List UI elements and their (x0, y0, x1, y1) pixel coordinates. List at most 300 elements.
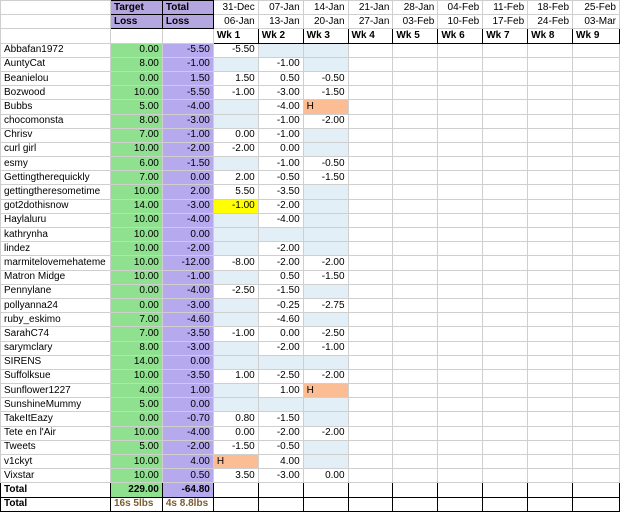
week-7-cell[interactable] (483, 327, 528, 341)
week-5-cell[interactable] (393, 355, 438, 369)
week-6-cell[interactable] (438, 114, 483, 128)
week-7-cell[interactable] (483, 284, 528, 298)
week-6-cell[interactable] (438, 157, 483, 171)
week-9-cell[interactable] (573, 341, 620, 355)
week-8-cell[interactable] (528, 327, 573, 341)
week-9-cell[interactable] (573, 43, 620, 57)
total-loss-cell[interactable]: -5.50 (162, 86, 213, 100)
week-5-cell[interactable] (393, 43, 438, 57)
member-name-cell[interactable]: Tweets (1, 440, 111, 454)
week-6-cell[interactable] (438, 298, 483, 312)
week-5-cell[interactable] (393, 100, 438, 114)
week-2-cell[interactable]: -3.50 (258, 185, 303, 199)
week-5-cell[interactable] (393, 270, 438, 284)
week-1-cell[interactable]: 1.00 (213, 369, 258, 383)
week-6-cell[interactable] (438, 440, 483, 454)
total-loss-cell[interactable]: -5.50 (162, 43, 213, 57)
week-1-cell[interactable]: 0.80 (213, 412, 258, 426)
week-8-cell[interactable] (528, 43, 573, 57)
week-1-cell[interactable]: -8.00 (213, 256, 258, 270)
week-7-cell[interactable] (483, 412, 528, 426)
week-5-cell[interactable] (393, 185, 438, 199)
week-7-cell[interactable] (483, 228, 528, 242)
week-9-cell[interactable] (573, 256, 620, 270)
week-1-cell[interactable]: 0.00 (213, 426, 258, 440)
week-7-cell[interactable] (483, 369, 528, 383)
total-loss-cell[interactable]: -4.00 (162, 426, 213, 440)
week-1-cell[interactable] (213, 228, 258, 242)
week-5-cell[interactable] (393, 412, 438, 426)
week-7-cell[interactable] (483, 242, 528, 256)
week-8-cell[interactable] (528, 114, 573, 128)
week-6-cell[interactable] (438, 313, 483, 327)
week-4-cell[interactable] (348, 142, 393, 156)
week-4-cell[interactable] (348, 426, 393, 440)
week-2-cell[interactable]: -1.00 (258, 57, 303, 71)
week-3-cell[interactable] (303, 228, 348, 242)
week-8-cell[interactable] (528, 341, 573, 355)
week-9-cell[interactable] (573, 157, 620, 171)
member-name-cell[interactable]: kathrynha (1, 228, 111, 242)
week-8-cell[interactable] (528, 270, 573, 284)
total-loss-cell[interactable]: 0.00 (162, 398, 213, 412)
week-2-cell[interactable]: -2.00 (258, 426, 303, 440)
week-1-cell[interactable]: 0.00 (213, 128, 258, 142)
member-name-cell[interactable]: Bubbs (1, 100, 111, 114)
week-2-cell[interactable]: -2.00 (258, 341, 303, 355)
week-6-cell[interactable] (438, 412, 483, 426)
week-7-cell[interactable] (483, 298, 528, 312)
week-3-cell[interactable] (303, 43, 348, 57)
week-6-cell[interactable] (438, 398, 483, 412)
member-name-cell[interactable]: Beanielou (1, 71, 111, 85)
week-5-cell[interactable] (393, 384, 438, 398)
total-loss-cell[interactable]: -3.00 (162, 298, 213, 312)
week-2-cell[interactable] (258, 398, 303, 412)
week-9-cell[interactable] (573, 327, 620, 341)
week-3-cell[interactable]: 0.00 (303, 469, 348, 483)
week-4-cell[interactable] (348, 256, 393, 270)
week-1-cell[interactable] (213, 57, 258, 71)
week-5-cell[interactable] (393, 313, 438, 327)
week-2-cell[interactable]: -2.00 (258, 199, 303, 213)
target-loss-cell[interactable]: 7.00 (110, 327, 162, 341)
week-2-cell[interactable]: 0.00 (258, 327, 303, 341)
week-3-cell[interactable]: -1.50 (303, 86, 348, 100)
week-9-cell[interactable] (573, 455, 620, 469)
total-loss-cell[interactable]: -1.00 (162, 128, 213, 142)
week-5-cell[interactable] (393, 469, 438, 483)
target-loss-cell[interactable]: 8.00 (110, 114, 162, 128)
week-1-cell[interactable]: -1.00 (213, 199, 258, 213)
week-8-cell[interactable] (528, 455, 573, 469)
week-4-cell[interactable] (348, 171, 393, 185)
week-6-cell[interactable] (438, 100, 483, 114)
week-7-cell[interactable] (483, 199, 528, 213)
total-loss-cell[interactable]: -0.70 (162, 412, 213, 426)
week-7-cell[interactable] (483, 469, 528, 483)
week-8-cell[interactable] (528, 398, 573, 412)
week-1-cell[interactable]: 3.50 (213, 469, 258, 483)
week-6-cell[interactable] (438, 426, 483, 440)
week-3-cell[interactable] (303, 398, 348, 412)
week-8-cell[interactable] (528, 242, 573, 256)
week-4-cell[interactable] (348, 43, 393, 57)
week-4-cell[interactable] (348, 284, 393, 298)
week-8-cell[interactable] (528, 426, 573, 440)
week-1-cell[interactable] (213, 242, 258, 256)
member-name-cell[interactable]: ruby_eskimo (1, 313, 111, 327)
total-loss-cell[interactable]: 0.00 (162, 355, 213, 369)
target-loss-cell[interactable]: 5.00 (110, 100, 162, 114)
member-name-cell[interactable]: chocomonsta (1, 114, 111, 128)
week-7-cell[interactable] (483, 270, 528, 284)
week-8-cell[interactable] (528, 157, 573, 171)
week-6-cell[interactable] (438, 213, 483, 227)
target-loss-cell[interactable]: 7.00 (110, 313, 162, 327)
week-4-cell[interactable] (348, 185, 393, 199)
total-loss-cell[interactable]: 2.00 (162, 185, 213, 199)
week-1-cell[interactable]: -1.50 (213, 440, 258, 454)
week-9-cell[interactable] (573, 114, 620, 128)
week-7-cell[interactable] (483, 171, 528, 185)
total-loss-cell[interactable]: 0.00 (162, 228, 213, 242)
week-9-cell[interactable] (573, 185, 620, 199)
week-2-cell[interactable]: -0.25 (258, 298, 303, 312)
week-9-cell[interactable] (573, 412, 620, 426)
total-loss-cell[interactable]: 4.00 (162, 455, 213, 469)
week-3-cell[interactable]: -0.50 (303, 157, 348, 171)
week-9-cell[interactable] (573, 398, 620, 412)
member-name-cell[interactable]: Suffolksue (1, 369, 111, 383)
total-loss-cell[interactable]: -4.60 (162, 313, 213, 327)
week-8-cell[interactable] (528, 384, 573, 398)
week-5-cell[interactable] (393, 142, 438, 156)
week-5-cell[interactable] (393, 440, 438, 454)
week-9-cell[interactable] (573, 384, 620, 398)
week-2-cell[interactable]: 1.00 (258, 384, 303, 398)
week-5-cell[interactable] (393, 341, 438, 355)
week-9-cell[interactable] (573, 57, 620, 71)
week-5-cell[interactable] (393, 213, 438, 227)
week-2-cell[interactable]: -1.50 (258, 412, 303, 426)
week-2-cell[interactable]: -1.00 (258, 114, 303, 128)
week-2-cell[interactable]: -4.60 (258, 313, 303, 327)
week-8-cell[interactable] (528, 355, 573, 369)
week-9-cell[interactable] (573, 469, 620, 483)
total-loss-cell[interactable]: -3.00 (162, 341, 213, 355)
week-5-cell[interactable] (393, 398, 438, 412)
week-7-cell[interactable] (483, 100, 528, 114)
member-name-cell[interactable]: Matron Midge (1, 270, 111, 284)
week-7-cell[interactable] (483, 157, 528, 171)
week-7-cell[interactable] (483, 355, 528, 369)
week-5-cell[interactable] (393, 157, 438, 171)
total-loss-cell[interactable]: 1.00 (162, 384, 213, 398)
week-3-cell[interactable]: -1.00 (303, 341, 348, 355)
week-1-cell[interactable]: 5.50 (213, 185, 258, 199)
week-4-cell[interactable] (348, 71, 393, 85)
week-5-cell[interactable] (393, 114, 438, 128)
week-6-cell[interactable] (438, 284, 483, 298)
week-8-cell[interactable] (528, 142, 573, 156)
week-3-cell[interactable] (303, 128, 348, 142)
week-4-cell[interactable] (348, 327, 393, 341)
week-2-cell[interactable]: -2.00 (258, 256, 303, 270)
week-1-cell[interactable] (213, 100, 258, 114)
week-1-cell[interactable] (213, 298, 258, 312)
week-5-cell[interactable] (393, 327, 438, 341)
week-4-cell[interactable] (348, 341, 393, 355)
week-8-cell[interactable] (528, 128, 573, 142)
week-2-cell[interactable]: -3.00 (258, 469, 303, 483)
week-5-cell[interactable] (393, 57, 438, 71)
week-3-cell[interactable] (303, 242, 348, 256)
total-loss-cell[interactable]: 0.00 (162, 171, 213, 185)
week-7-cell[interactable] (483, 455, 528, 469)
total-loss-cell[interactable]: -1.00 (162, 270, 213, 284)
week-4-cell[interactable] (348, 455, 393, 469)
week-5-cell[interactable] (393, 228, 438, 242)
week-4-cell[interactable] (348, 157, 393, 171)
week-3-cell[interactable]: -1.50 (303, 270, 348, 284)
week-3-cell[interactable] (303, 440, 348, 454)
week-4-cell[interactable] (348, 440, 393, 454)
week-8-cell[interactable] (528, 256, 573, 270)
week-6-cell[interactable] (438, 86, 483, 100)
week-6-cell[interactable] (438, 455, 483, 469)
week-3-cell[interactable]: -2.75 (303, 298, 348, 312)
week-2-cell[interactable]: -2.00 (258, 242, 303, 256)
week-5-cell[interactable] (393, 171, 438, 185)
week-8-cell[interactable] (528, 185, 573, 199)
week-6-cell[interactable] (438, 199, 483, 213)
week-5-cell[interactable] (393, 86, 438, 100)
week-5-cell[interactable] (393, 369, 438, 383)
week-9-cell[interactable] (573, 100, 620, 114)
week-6-cell[interactable] (438, 142, 483, 156)
week-1-cell[interactable] (213, 157, 258, 171)
member-name-cell[interactable]: curl girl (1, 142, 111, 156)
total-loss-cell[interactable]: -1.50 (162, 157, 213, 171)
week-2-cell[interactable]: 0.00 (258, 142, 303, 156)
week-2-cell[interactable] (258, 355, 303, 369)
week-4-cell[interactable] (348, 355, 393, 369)
week-9-cell[interactable] (573, 426, 620, 440)
target-loss-cell[interactable]: 10.00 (110, 86, 162, 100)
week-9-cell[interactable] (573, 171, 620, 185)
member-name-cell[interactable]: Haylaluru (1, 213, 111, 227)
member-name-cell[interactable]: v1ckyt (1, 455, 111, 469)
week-7-cell[interactable] (483, 440, 528, 454)
week-7-cell[interactable] (483, 426, 528, 440)
week-4-cell[interactable] (348, 100, 393, 114)
week-2-cell[interactable]: -0.50 (258, 440, 303, 454)
week-2-cell[interactable]: -2.50 (258, 369, 303, 383)
week-8-cell[interactable] (528, 284, 573, 298)
member-name-cell[interactable]: Abbafan1972 (1, 43, 111, 57)
week-1-cell[interactable]: -1.00 (213, 86, 258, 100)
week-2-cell[interactable]: -4.00 (258, 213, 303, 227)
target-loss-cell[interactable]: 6.00 (110, 157, 162, 171)
member-name-cell[interactable]: got2dothisnow (1, 199, 111, 213)
week-8-cell[interactable] (528, 86, 573, 100)
week-8-cell[interactable] (528, 100, 573, 114)
target-loss-cell[interactable]: 10.00 (110, 142, 162, 156)
target-loss-cell[interactable]: 10.00 (110, 369, 162, 383)
week-6-cell[interactable] (438, 327, 483, 341)
week-3-cell[interactable]: -1.50 (303, 171, 348, 185)
week-8-cell[interactable] (528, 298, 573, 312)
week-3-cell[interactable] (303, 185, 348, 199)
target-loss-cell[interactable]: 0.00 (110, 298, 162, 312)
target-loss-cell[interactable]: 0.00 (110, 43, 162, 57)
week-3-cell[interactable]: -2.00 (303, 256, 348, 270)
week-7-cell[interactable] (483, 398, 528, 412)
target-loss-cell[interactable]: 10.00 (110, 228, 162, 242)
week-9-cell[interactable] (573, 228, 620, 242)
week-1-cell[interactable]: -1.00 (213, 327, 258, 341)
week-1-cell[interactable] (213, 313, 258, 327)
week-8-cell[interactable] (528, 71, 573, 85)
week-5-cell[interactable] (393, 242, 438, 256)
member-name-cell[interactable]: SarahC74 (1, 327, 111, 341)
week-3-cell[interactable] (303, 57, 348, 71)
week-9-cell[interactable] (573, 142, 620, 156)
target-loss-cell[interactable]: 14.00 (110, 355, 162, 369)
week-8-cell[interactable] (528, 199, 573, 213)
total-loss-cell[interactable]: -3.50 (162, 327, 213, 341)
week-6-cell[interactable] (438, 71, 483, 85)
week-1-cell[interactable]: -2.00 (213, 142, 258, 156)
week-4-cell[interactable] (348, 270, 393, 284)
member-name-cell[interactable]: Chrisv (1, 128, 111, 142)
week-4-cell[interactable] (348, 114, 393, 128)
week-8-cell[interactable] (528, 469, 573, 483)
total-loss-cell[interactable]: -4.00 (162, 100, 213, 114)
week-2-cell[interactable] (258, 228, 303, 242)
target-loss-cell[interactable]: 0.00 (110, 284, 162, 298)
member-name-cell[interactable]: TakeItEazy (1, 412, 111, 426)
member-name-cell[interactable]: Gettingtherequickly (1, 171, 111, 185)
week-1-cell[interactable]: H (213, 455, 258, 469)
member-name-cell[interactable]: pollyanna24 (1, 298, 111, 312)
week-4-cell[interactable] (348, 412, 393, 426)
week-3-cell[interactable]: -2.00 (303, 426, 348, 440)
week-8-cell[interactable] (528, 213, 573, 227)
total-loss-cell[interactable]: -3.00 (162, 114, 213, 128)
week-4-cell[interactable] (348, 128, 393, 142)
week-7-cell[interactable] (483, 86, 528, 100)
target-loss-cell[interactable]: 8.00 (110, 57, 162, 71)
week-8-cell[interactable] (528, 228, 573, 242)
week-7-cell[interactable] (483, 128, 528, 142)
week-5-cell[interactable] (393, 128, 438, 142)
week-2-cell[interactable]: -0.50 (258, 171, 303, 185)
member-name-cell[interactable]: Sunflower1227 (1, 384, 111, 398)
week-1-cell[interactable]: 2.00 (213, 171, 258, 185)
total-loss-cell[interactable]: 1.50 (162, 71, 213, 85)
week-5-cell[interactable] (393, 199, 438, 213)
target-loss-cell[interactable]: 5.00 (110, 398, 162, 412)
week-2-cell[interactable]: 0.50 (258, 71, 303, 85)
week-1-cell[interactable] (213, 398, 258, 412)
week-1-cell[interactable] (213, 213, 258, 227)
week-9-cell[interactable] (573, 86, 620, 100)
target-loss-cell[interactable]: 5.00 (110, 440, 162, 454)
week-5-cell[interactable] (393, 298, 438, 312)
week-9-cell[interactable] (573, 270, 620, 284)
week-9-cell[interactable] (573, 213, 620, 227)
week-9-cell[interactable] (573, 298, 620, 312)
week-9-cell[interactable] (573, 71, 620, 85)
total-loss-cell[interactable]: -2.00 (162, 440, 213, 454)
week-2-cell[interactable]: -1.50 (258, 284, 303, 298)
week-6-cell[interactable] (438, 57, 483, 71)
week-1-cell[interactable] (213, 341, 258, 355)
week-9-cell[interactable] (573, 355, 620, 369)
week-5-cell[interactable] (393, 71, 438, 85)
week-1-cell[interactable]: -5.50 (213, 43, 258, 57)
target-loss-cell[interactable]: 10.00 (110, 270, 162, 284)
week-2-cell[interactable]: -1.00 (258, 128, 303, 142)
week-6-cell[interactable] (438, 242, 483, 256)
target-loss-cell[interactable]: 0.00 (110, 71, 162, 85)
total-loss-cell[interactable]: -4.00 (162, 284, 213, 298)
week-3-cell[interactable]: H (303, 384, 348, 398)
target-loss-cell[interactable]: 7.00 (110, 171, 162, 185)
week-7-cell[interactable] (483, 142, 528, 156)
week-6-cell[interactable] (438, 369, 483, 383)
week-2-cell[interactable] (258, 43, 303, 57)
target-loss-cell[interactable]: 14.00 (110, 199, 162, 213)
week-6-cell[interactable] (438, 341, 483, 355)
member-name-cell[interactable]: gettingtheresometime (1, 185, 111, 199)
week-1-cell[interactable] (213, 114, 258, 128)
week-2-cell[interactable]: -1.00 (258, 157, 303, 171)
week-4-cell[interactable] (348, 242, 393, 256)
member-name-cell[interactable]: SIRENS (1, 355, 111, 369)
week-2-cell[interactable]: 4.00 (258, 455, 303, 469)
target-loss-cell[interactable]: 4.00 (110, 384, 162, 398)
member-name-cell[interactable]: marmitelovemehateme (1, 256, 111, 270)
week-9-cell[interactable] (573, 369, 620, 383)
week-4-cell[interactable] (348, 213, 393, 227)
target-loss-cell[interactable]: 10.00 (110, 185, 162, 199)
week-3-cell[interactable] (303, 284, 348, 298)
week-8-cell[interactable] (528, 412, 573, 426)
week-3-cell[interactable] (303, 355, 348, 369)
week-4-cell[interactable] (348, 86, 393, 100)
week-4-cell[interactable] (348, 199, 393, 213)
total-loss-cell[interactable]: -2.00 (162, 142, 213, 156)
target-loss-cell[interactable]: 10.00 (110, 455, 162, 469)
week-8-cell[interactable] (528, 440, 573, 454)
week-6-cell[interactable] (438, 171, 483, 185)
week-5-cell[interactable] (393, 256, 438, 270)
total-loss-cell[interactable]: -4.00 (162, 213, 213, 227)
week-6-cell[interactable] (438, 43, 483, 57)
week-1-cell[interactable]: 1.50 (213, 71, 258, 85)
week-8-cell[interactable] (528, 369, 573, 383)
target-loss-cell[interactable]: 10.00 (110, 213, 162, 227)
week-8-cell[interactable] (528, 313, 573, 327)
total-loss-cell[interactable]: 0.50 (162, 469, 213, 483)
week-3-cell[interactable]: -2.00 (303, 114, 348, 128)
week-3-cell[interactable] (303, 199, 348, 213)
week-6-cell[interactable] (438, 469, 483, 483)
week-7-cell[interactable] (483, 213, 528, 227)
